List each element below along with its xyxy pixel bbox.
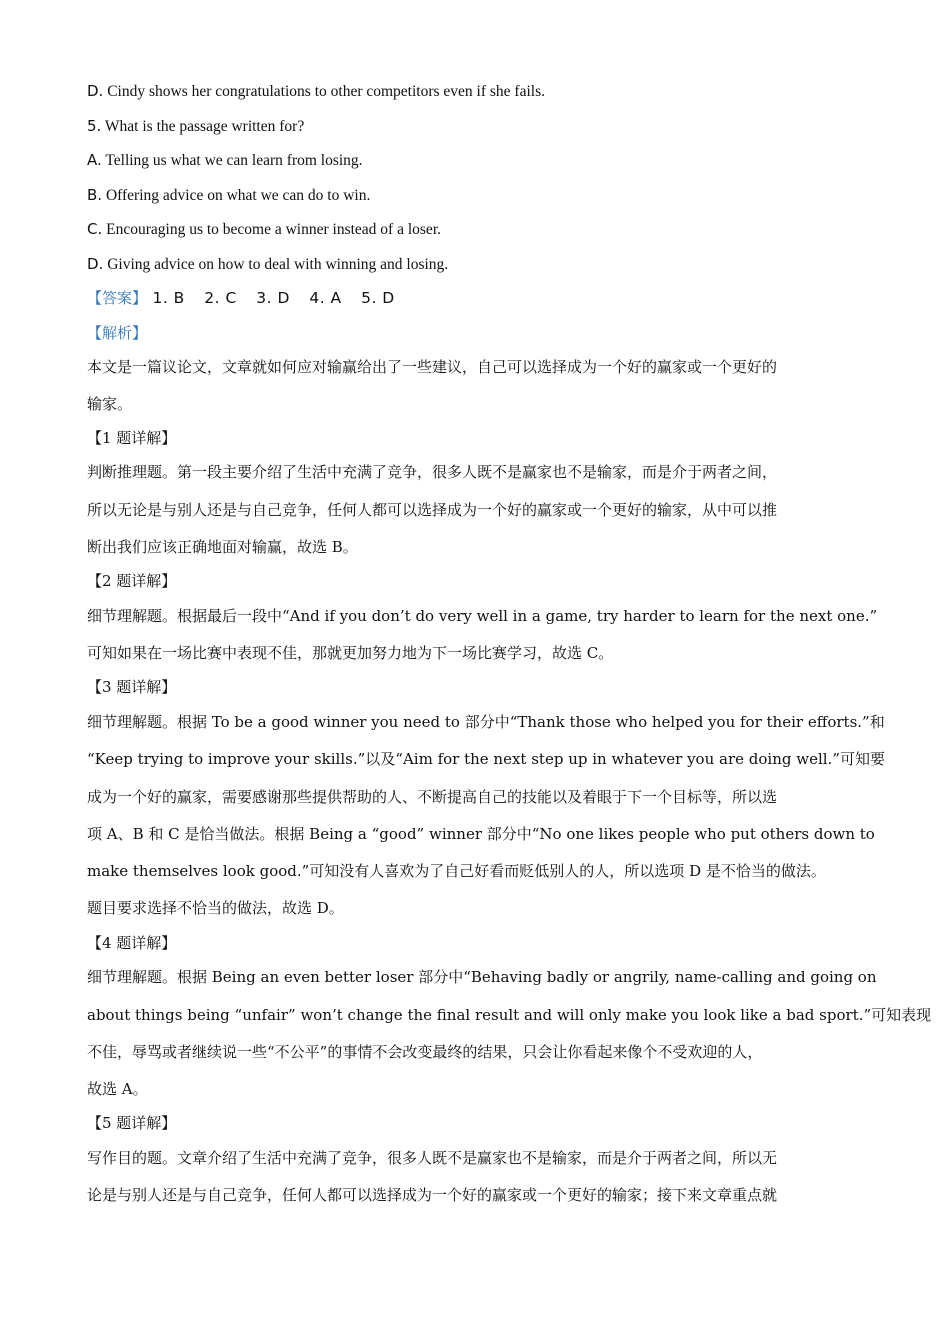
answer-item: 4. A (309, 289, 342, 307)
detail-heading-2: 【2 题详解】 (87, 572, 177, 590)
answer-item: 5. D (361, 289, 395, 307)
option-label: A. (87, 151, 102, 169)
question-text: What is the passage written for? (104, 118, 305, 135)
answer-item: 1. B (152, 289, 185, 307)
detail-heading-5: 【5 题详解】 (87, 1114, 177, 1132)
detail-line: make themselves look good.”可知没有人喜欢为了自己好看而贬低别人的人，所以选项 D 是不恰当的做法。 (87, 862, 826, 880)
option-label: D. (87, 255, 104, 273)
option-text: Cindy shows her congratulations to other competitors even if she fails. (107, 83, 545, 100)
detail-line: 写作目的题。文章介绍了生活中充满了竞争，很多人既不是赢家也不是输家，而是介于两者之间，所以无 (87, 1149, 778, 1167)
q5-option-c (87, 219, 880, 240)
option-label: B. (87, 186, 103, 204)
detail-line: 细节理解题。根据 To be a good winner you need to 部分中“Thank those who helped you for their efforts.”和 (87, 713, 885, 731)
question-number: 5. (87, 117, 102, 135)
detail-line: 不佳，辱骂或者继续说一些“不公平”的事情不会改变最终的结果，只会让你看起来像个不受欢迎的人， (87, 1043, 763, 1061)
option-text: Offering advice on what we can do to win. (105, 187, 371, 204)
answer-item: 3. D (256, 289, 290, 307)
option-text: Telling us what we can learn from losing. (105, 152, 363, 169)
q4-option-d (87, 81, 880, 102)
detail-heading-3: 【3 题详解】 (87, 678, 177, 696)
detail-line: 故选 A。 (87, 1080, 148, 1098)
detail-line: 题目要求选择不恰当的做法，故选 D。 (87, 899, 344, 917)
detail-line: 判断推理题。第一段主要介绍了生活中充满了竞争，很多人既不是赢家也不是输家，而是介于两者之间， (87, 463, 778, 481)
answer-line (87, 288, 880, 309)
detail-line: 细节理解题。根据 Being an even better loser 部分中“Behaving badly or angrily, name-calling and going on (87, 968, 877, 986)
detail-line: 项 A、B 和 C 是恰当做法。根据 Being a “good” winner 部分中“No one likes people who put others down to (87, 825, 875, 843)
answer-item: 2. C (204, 289, 237, 307)
option-text: Encouraging us to become a winner instead of a loser. (106, 221, 441, 238)
detail-heading-4: 【4 题详解】 (87, 934, 177, 952)
q5-stem (87, 116, 880, 137)
detail-line: 可知如果在一场比赛中表现不佳，那就更加努力地为下一场比赛学习，故选 C。 (87, 644, 614, 662)
analysis-tag: 【解析】 (87, 324, 148, 342)
detail-heading-1: 【1 题详解】 (87, 429, 177, 447)
detail-line: 成为一个好的赢家，需要感谢那些提供帮助的人、不断提高自己的技能以及着眼于下一个目标等，所以选 (87, 788, 778, 806)
option-label: C. (87, 220, 103, 238)
detail-line: 所以无论是与别人还是与自己竞争，任何人都可以选择成为一个好的赢家或一个更好的输家，从中可以推 (87, 501, 778, 519)
detail-line: “Keep trying to improve your skills.”以及“Aim for the next step up in whatever you are doing well.”可知要 (87, 750, 885, 768)
detail-line: 断出我们应该正确地面对输赢，故选 B。 (87, 538, 358, 556)
detail-line: about things being “unfair” won’t change the final result and will only make you look like a bad sport.”可知表现 (87, 1006, 932, 1024)
option-text: Giving advice on how to deal with winning and losing. (107, 256, 449, 273)
detail-line: 细节理解题。根据最后一段中“And if you don’t do very well in a game, try harder to learn for the next one.” (87, 607, 878, 625)
detail-line: 论是与别人还是与自己竞争，任何人都可以选择成为一个好的赢家或一个更好的输家；接下来文章重点就 (87, 1186, 778, 1204)
q5-option-d (87, 254, 880, 275)
q5-option-b (87, 185, 880, 206)
option-label: D. (87, 82, 104, 100)
summary-line: 本文是一篇议论文，文章就如何应对输赢给出了一些建议，自己可以选择成为一个好的赢家或一个更好的 (87, 358, 778, 376)
answer-tag: 【答案】 (87, 289, 148, 307)
summary-line: 输家。 (87, 395, 133, 413)
q5-option-a (87, 150, 880, 171)
